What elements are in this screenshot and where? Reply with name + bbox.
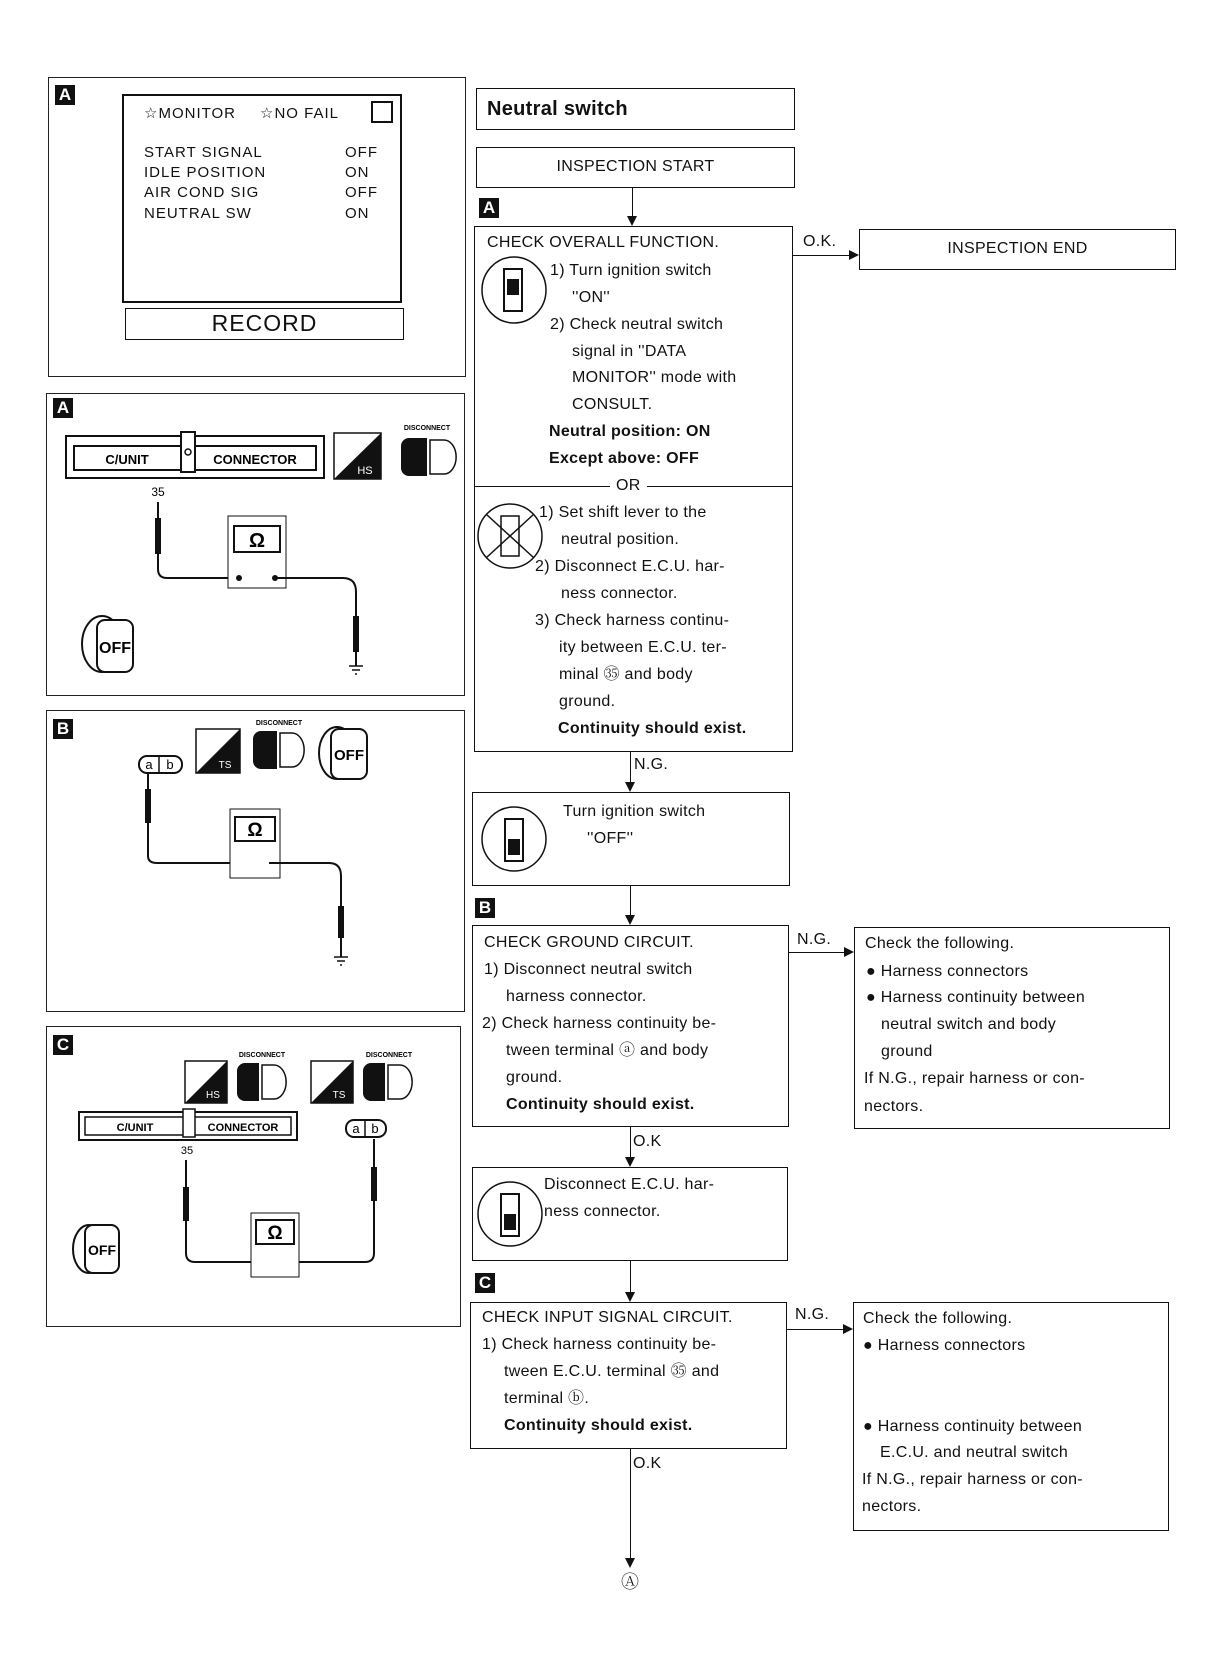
terminal-a-label: a (145, 757, 153, 772)
ng-label: N.G. (634, 756, 669, 773)
ts-icon (196, 729, 240, 773)
ok-label: O.K (633, 1455, 662, 1472)
disconnect-label: DISCONNECT (238, 1052, 286, 1059)
disconnect-label: DISCONNECT (255, 720, 303, 727)
fix3-line: ● Harness continuity between (863, 1418, 1083, 1435)
inspection-start-box (476, 147, 795, 188)
ts-icon (311, 1061, 353, 1103)
step1-alt-line: neutral position. (561, 531, 680, 548)
probe-icon (145, 789, 151, 823)
ignition-switch-off-icon (480, 805, 548, 873)
terminal-b-label: b (166, 757, 174, 772)
flow-connector (630, 886, 631, 915)
hs-icon (334, 433, 381, 479)
disconnect-icon (237, 1052, 286, 1101)
diagram-panel-a (46, 393, 465, 696)
step1-line: signal in ''DATA (572, 343, 687, 360)
fix2-line: nectors. (864, 1098, 924, 1115)
flow-connector (630, 1261, 631, 1292)
step3-spec: Continuity should exist. (504, 1417, 693, 1434)
arrow-down-icon (625, 1558, 635, 1568)
inspection-start-label: INSPECTION START (556, 158, 715, 175)
step1-alt-line: ity between E.C.U. ter- (559, 639, 727, 656)
step2-line: tween terminal ⓐ and body (506, 1042, 709, 1059)
step1-alt-line: ground. (559, 693, 616, 710)
disconnect-label: DISCONNECT (365, 1052, 413, 1059)
continuity-diagram-b (47, 711, 466, 1013)
neutral-switch-connector (139, 756, 182, 773)
diagram-panel-c (46, 1026, 461, 1327)
fix2-line: ● Harness connectors (866, 963, 1029, 980)
probe-icon (338, 906, 344, 938)
step2-line: harness connector. (506, 988, 647, 1005)
arrow-down-icon (625, 915, 635, 925)
ohmmeter-icon (251, 1213, 299, 1277)
arrow-down-icon (625, 1292, 635, 1302)
ignition-off-line: ''OFF'' (587, 830, 634, 847)
step1-spec: Except above: OFF (549, 450, 700, 467)
fix3-line: E.C.U. and neutral switch (880, 1444, 1069, 1461)
ignition-switch-on-icon (480, 255, 548, 325)
monitor-row-item: START SIGNAL (144, 144, 263, 161)
ohm-label: Ω (267, 1223, 283, 1244)
hs-label: HS (357, 465, 373, 477)
step1-spec: Neutral position: ON (549, 423, 711, 440)
ignition-off-icon (73, 1225, 119, 1273)
step2-spec: Continuity should exist. (506, 1096, 695, 1113)
diagram-panel-b (46, 710, 465, 1012)
section-label-b: B (53, 719, 73, 739)
step1-alt-line: 2) Disconnect E.C.U. har- (535, 558, 725, 575)
fix3-line: Check the following. (863, 1310, 1013, 1327)
ts-label: TS (332, 1090, 346, 1101)
monitor-row-item: AIR COND SIG (144, 184, 260, 201)
monitor-header-right: ☆NO FAIL (260, 105, 339, 122)
ohm-label: Ω (248, 530, 266, 552)
ts-label: TS (218, 760, 232, 771)
off-label: OFF (334, 747, 364, 764)
step2-line: 1) Disconnect neutral switch (484, 961, 693, 978)
flow-connector (789, 952, 844, 953)
step3-heading: CHECK INPUT SIGNAL CIRCUIT. (482, 1309, 733, 1326)
step2-line: ground. (506, 1069, 563, 1086)
continuity-diagram-c (47, 1027, 462, 1328)
ng-label: N.G. (795, 1306, 830, 1323)
disconnect-label: DISCONNECT (403, 425, 451, 432)
terminal-a-label: a (352, 1121, 360, 1136)
no-consult-icon (476, 502, 544, 570)
step1-line: CONSULT. (572, 396, 653, 413)
ng-label: N.G. (797, 931, 832, 948)
step2-heading: CHECK GROUND CIRCUIT. (484, 934, 694, 951)
fix3-line: nectors. (862, 1498, 922, 1515)
section-label-a: A (55, 85, 75, 105)
probe-icon (155, 518, 161, 554)
step1-line: ''ON'' (572, 289, 611, 306)
ignition-off-icon (319, 727, 367, 779)
flow-connector (630, 752, 631, 782)
disconnect-icon (401, 425, 456, 476)
ignition-off-icon (82, 616, 133, 672)
flow-connector (632, 188, 633, 216)
arrow-down-icon (625, 1157, 635, 1167)
disconnect-ecu-line: ness connector. (544, 1203, 661, 1220)
cunit-connector (79, 1109, 297, 1140)
page-title: Neutral switch (487, 98, 628, 120)
inspection-end-label: INSPECTION END (947, 240, 1088, 257)
flow-connector (793, 255, 849, 256)
ok-label: O.K (633, 1133, 662, 1150)
ground-icon (334, 957, 348, 965)
ohmmeter-icon (230, 809, 280, 878)
terminal-b-label: b (371, 1121, 379, 1136)
cunit-label: C/UNIT (105, 452, 149, 467)
neutral-switch-connector (346, 1120, 386, 1137)
step3-line: terminal ⓑ. (504, 1390, 590, 1407)
probe-icon (371, 1167, 377, 1201)
fix2-line: neutral switch and body (881, 1016, 1057, 1033)
record-button-label: RECORD (211, 310, 318, 336)
fix3-line: ● Harness connectors (863, 1337, 1026, 1354)
ignition-off-line: Turn ignition switch (563, 803, 706, 820)
step-label-c: C (475, 1273, 495, 1293)
record-button[interactable] (125, 308, 404, 340)
section-label-a: A (53, 398, 73, 418)
connector-label: CONNECTOR (213, 452, 297, 467)
monitor-row-value: OFF (345, 144, 378, 161)
arrow-right-icon (849, 250, 859, 260)
step2-line: 2) Check harness continuity be- (482, 1015, 717, 1032)
probe-icon (183, 1187, 189, 1221)
ignition-switch-off-icon (476, 1180, 544, 1248)
flow-connector (630, 1449, 631, 1559)
ohm-label: Ω (247, 820, 263, 841)
flow-connector (787, 1329, 843, 1330)
monitor-row-item: IDLE POSITION (144, 164, 267, 181)
monitor-header-left: ☆MONITOR (144, 105, 237, 122)
step1-line: MONITOR'' mode with (572, 369, 737, 386)
disconnect-icon (253, 720, 304, 769)
arrow-down-icon (625, 782, 635, 792)
fix2-line: ● Harness continuity between (866, 989, 1086, 1006)
cunit-connector (66, 432, 324, 478)
monitor-checkbox[interactable] (371, 101, 393, 123)
arrow-right-icon (844, 947, 854, 957)
fix3-line: If N.G., repair harness or con- (862, 1471, 1083, 1488)
monitor-row-item: NEUTRAL SW (144, 205, 252, 222)
step3-line: tween E.C.U. terminal ㉟ and (504, 1363, 720, 1380)
step1-alt-line: 3) Check harness continu- (535, 612, 730, 629)
step3-line: 1) Check harness continuity be- (482, 1336, 717, 1353)
arrow-down-icon (627, 216, 637, 226)
fix2-line: Check the following. (865, 935, 1015, 952)
step1-alt-spec: Continuity should exist. (558, 720, 747, 737)
connector-ref-a[interactable]: Ⓐ (621, 1572, 640, 1592)
or-label: OR (610, 476, 647, 496)
step1-line: 2) Check neutral switch (550, 316, 724, 333)
cunit-label: C/UNIT (116, 1122, 154, 1134)
probe-icon (353, 616, 359, 652)
monitor-row-value: ON (345, 205, 370, 222)
step-label-a: A (479, 198, 499, 218)
terminal-35-label: 35 (180, 1145, 194, 1157)
hs-label: HS (206, 1090, 220, 1101)
disconnect-icon (363, 1052, 413, 1101)
ground-icon (349, 666, 363, 674)
step-label-b: B (475, 898, 495, 918)
step1-alt-line: 1) Set shift lever to the (539, 504, 707, 521)
connector-label: CONNECTOR (207, 1122, 279, 1134)
inspection-end-box (859, 229, 1176, 270)
step1-line: 1) Turn ignition switch (550, 262, 712, 279)
hs-icon (185, 1061, 227, 1103)
step1-heading: CHECK OVERALL FUNCTION. (487, 234, 720, 251)
monitor-row-value: OFF (345, 184, 378, 201)
section-label-c: C (53, 1035, 73, 1055)
off-label: OFF (99, 640, 131, 657)
fix2-line: If N.G., repair harness or con- (864, 1070, 1085, 1087)
continuity-diagram-a (47, 394, 466, 697)
step1-alt-line: ness connector. (561, 585, 678, 602)
disconnect-ecu-line: Disconnect E.C.U. har- (544, 1176, 715, 1193)
ok-label: O.K. (803, 233, 837, 250)
flow-connector (630, 1127, 631, 1157)
monitor-row-value: ON (345, 164, 370, 181)
fix2-line: ground (881, 1043, 933, 1060)
title-box (476, 88, 795, 130)
off-label: OFF (88, 1242, 116, 1258)
arrow-right-icon (843, 1324, 853, 1334)
terminal-35-label: 35 (151, 485, 165, 499)
step1-alt-line: minal ㉟ and body (559, 666, 693, 683)
